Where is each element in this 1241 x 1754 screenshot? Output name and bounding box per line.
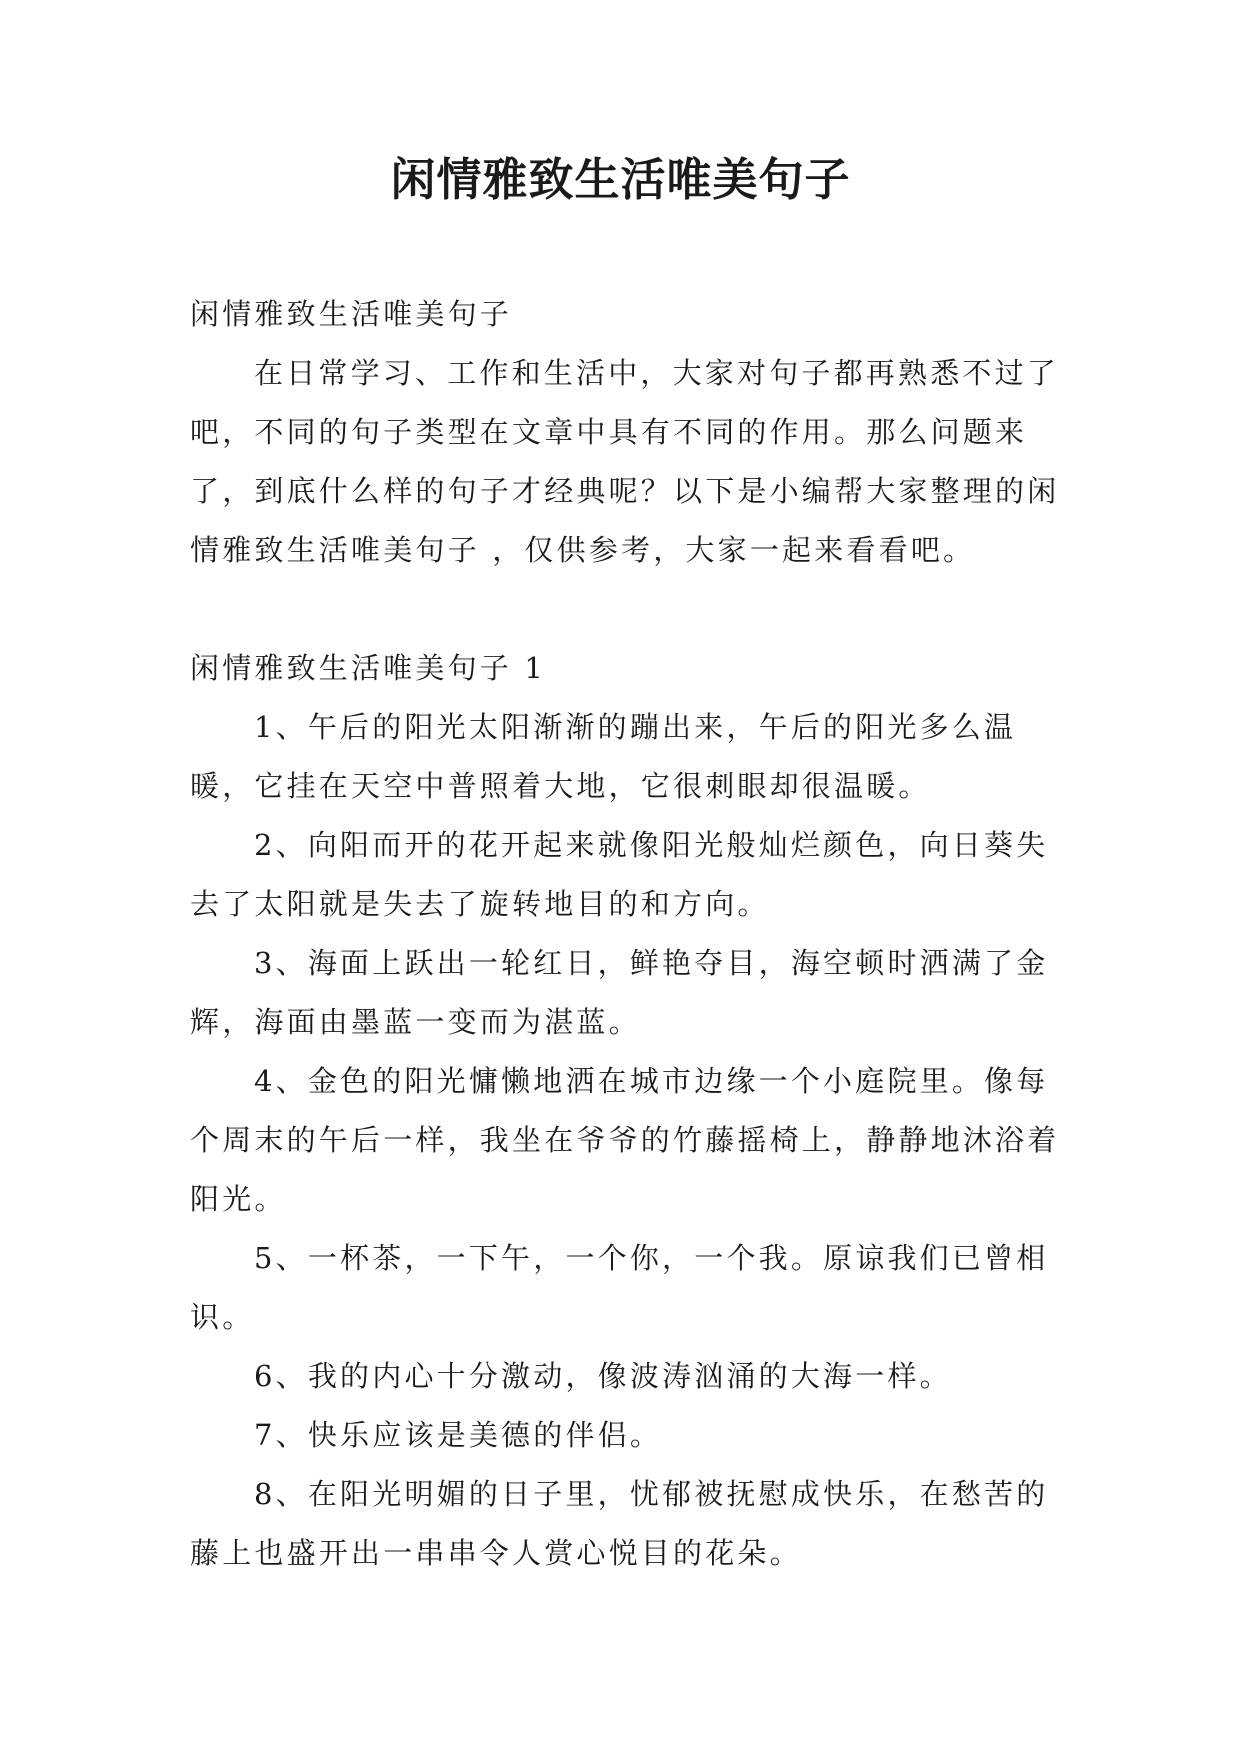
sentence-item: 3、海面上跃出一轮红日，鲜艳夺目，海空顿时洒满了金辉，海面由墨蓝一变而为湛蓝。 — [190, 946, 1049, 1039]
sentence-item: 8、在阳光明媚的日子里，忧郁被抚慰成快乐，在愁苦的藤上也盛开出一串串令人赏心悦目的花朵。 — [190, 1477, 1049, 1570]
sentence-item: 5、一杯茶，一下午，一个你，一个我。原谅我们已曾相识。 — [190, 1241, 1049, 1334]
document-subtitle: 闲情雅致生活唯美句子 — [190, 297, 513, 331]
intro-paragraph: 在日常学习、工作和生活中，大家对句子都再熟悉不过了吧，不同的句子类型在文章中具有不同的作用。那么问题来了，到底什么样的句子才经典呢？以下是小编帮大家整理的闲情雅致生活唯美句子 ，仅供参考，大家一起来看看吧。 — [190, 356, 1060, 567]
sentence-item: 1、午后的阳光太阳渐渐的蹦出来，午后的阳光多么温暖，它挂在天空中普照着大地，它很刺眼却很温暖。 — [190, 710, 1017, 803]
sentence-item: 6、我的内心十分激动，像波涛汹涌的大海一样。 — [254, 1359, 952, 1393]
page-title: 闲情雅致生活唯美句子 — [390, 153, 851, 206]
sentence-item: 4、金色的阳光慵懒地洒在城市边缘一个小庭院里。像每个周末的午后一样，我坐在爷爷的竹藤摇椅上，静静地沐浴着阳光。 — [190, 1064, 1060, 1216]
paragraph-spacer — [190, 580, 1070, 639]
sentence-item: 2、向阳而开的花开起来就像阳光般灿烂颜色，向日葵失去了太阳就是失去了旋转地目的和方向。 — [190, 828, 1049, 921]
sentence-item: 7、快乐应该是美德的伴侣。 — [254, 1418, 663, 1452]
section-heading: 闲情雅致生活唯美句子 1 — [190, 651, 547, 685]
document-body — [190, 285, 1070, 1583]
